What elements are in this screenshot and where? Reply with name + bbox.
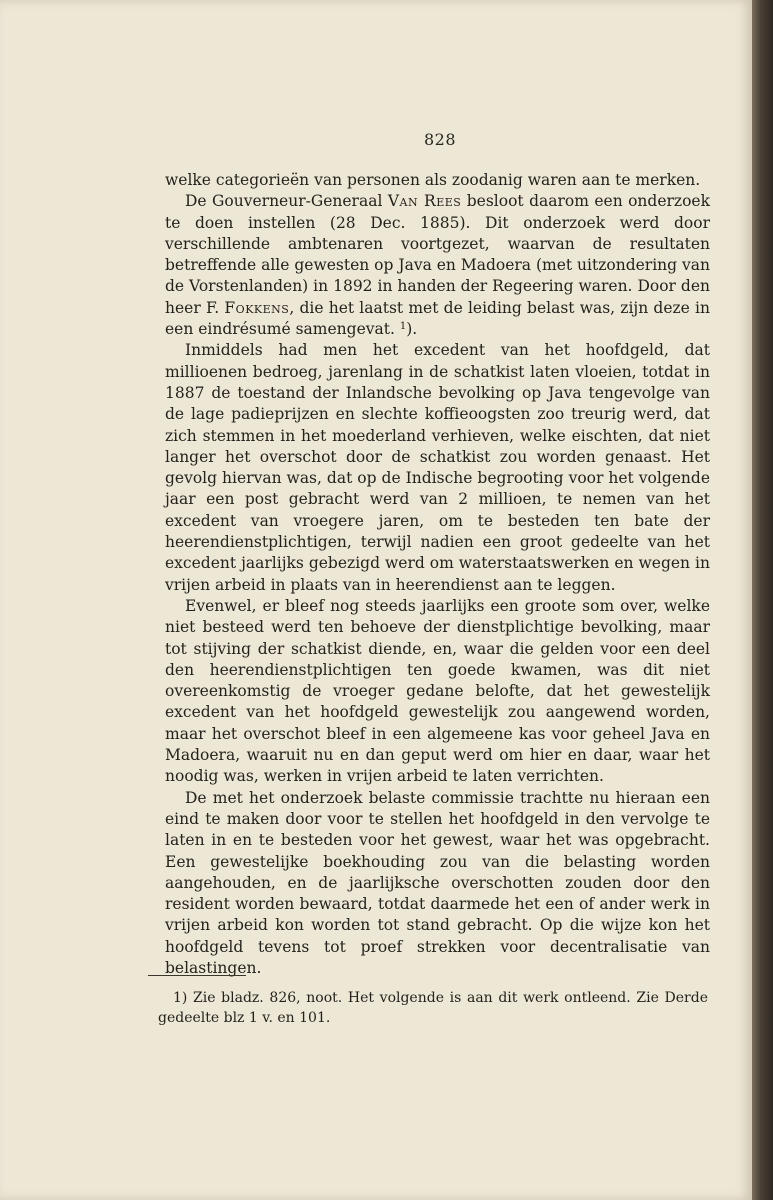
paragraph-2-text-end: , die het laatst met de leiding belast was, zijn deze in een eindrésumé samengevat. <box>165 298 710 339</box>
paragraph-5: De met het onderzoek belaste commissie trachtte nu hieraan een eind te maken door voor te stellen het hoofdgeld in den vervolge te laten in en te besteden voor het gewest, waar het was opgebracht. Een gewestelijke boekhouding zou van die belasting worden aangehouden, en de jaarlijksche overschotten zouden door den resident worden bewaard, totdat daarmede het een of ander werk in vrijen arbeid kon worden tot stand gebracht. Op die wijze kon het hoofdgeld tevens tot proef strekken voor decentralisatie van belastingen. <box>165 788 710 977</box>
footnote <box>158 988 708 1028</box>
paragraph-2-text-close: ). <box>406 320 418 339</box>
paragraph-2 <box>165 191 710 340</box>
footnote-reference: 1 <box>399 321 407 333</box>
paragraph-3: Inmiddels had men het excedent van het hoofdgeld, dat millioenen bedroeg, jarenlang in de schatkist laten vloeien, totdat in 1887 de toestand der Inlandsche bevolking op Java tengevolge van de lage padieprijzen en slechte koffieoogsten zoo treurig werd, dat zich stemmen in het moederland verhieven, welke eischten, dat niet langer het overschot door de schatkist zou worden genaast. Het gevolg hiervan was, dat op de Indische begrooting voor het volgende jaar een post gebracht werd van 2 millioen, te nemen van het excedent van vroegere jaren, om te besteden ten bate der heerendienstplichtigen, terwijl nadien een groot gedeelte van het excedent jaarlijks gebezigd werd om waterstaatswerken en wegen in vrijen arbeid in plaats van in heerendienst aan te leggen. <box>165 341 710 594</box>
name-van-rees: Van Rees <box>387 192 462 211</box>
book-spine <box>752 0 773 1200</box>
page-number: 828 <box>423 130 457 149</box>
footnote-divider <box>148 975 246 976</box>
paragraph-2-text-after: besloot daarom een onderzoek te doen instellen (28 Dec. 1885). Dit onderzoek werd door verschillende ambtenaren voortgezet, waarvan de resultaten betreffende alle gewesten op Java en Madoera (met uitzondering van de Vorstenlanden) in 1892 in handen der Regeering waren. Door den heer F. <box>165 192 710 317</box>
body-text <box>165 170 710 979</box>
paragraph-1: welke categorieën van personen als zoodanig waren aan te merken. <box>165 171 701 189</box>
paragraph-2-text-before: De Gouverneur-Generaal <box>185 192 388 211</box>
footnote-text: 1) Zie bladz. 826, noot. Het volgende is aan dit werk ontleend. Zie Derde gedeelte blz 1 v. en 101. <box>158 990 708 1026</box>
paragraph-4: Evenwel, er bleef nog steeds jaarlijks een groote som over, welke niet besteed werd ten behoeve der dienstplichtige bevolking, maar tot stijving der schatkist diende, en, waar die gelden voor een deel den heerendienstplichtigen ten goede kwamen, was dit niet overeenkomstig de vroeger gedane belofte, dat het gewestelijk excedent van het hoofdgeld gewestelijk zou aangewend worden, maar het overschot bleef in een algemeene kas voor geheel Java en Madoera, waaruit nu en dan geput werd om hier en daar, waar het noodig was, werken in vrijen arbeid te laten verrichten. <box>165 596 710 786</box>
name-fokkens: Fokkens <box>224 298 290 317</box>
